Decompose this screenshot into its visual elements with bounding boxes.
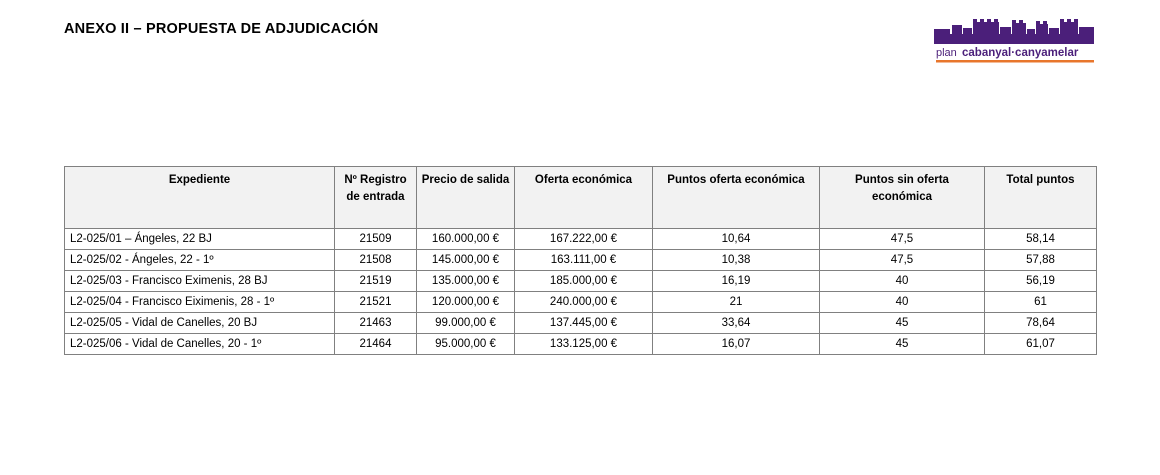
cell-puntos-oferta: 16,19 bbox=[653, 271, 820, 292]
cell-total-puntos: 78,64 bbox=[985, 313, 1097, 334]
cell-puntos-oferta: 33,64 bbox=[653, 313, 820, 334]
cell-registro: 21508 bbox=[335, 250, 417, 271]
cell-total-puntos: 61 bbox=[985, 292, 1097, 313]
cell-registro: 21519 bbox=[335, 271, 417, 292]
column-header-registro: Nº Registro de entrada bbox=[335, 167, 417, 229]
cell-precio: 135.000,00 € bbox=[417, 271, 515, 292]
cell-puntos-oferta: 21 bbox=[653, 292, 820, 313]
cell-oferta: 185.000,00 € bbox=[515, 271, 653, 292]
cell-oferta: 163.111,00 € bbox=[515, 250, 653, 271]
cell-puntos-sin-oferta: 47,5 bbox=[820, 229, 985, 250]
cell-oferta: 133.125,00 € bbox=[515, 334, 653, 355]
cell-expediente: L2-025/06 - Vidal de Canelles, 20 - 1º bbox=[65, 334, 335, 355]
table-row bbox=[65, 334, 1097, 355]
cell-oferta: 240.000,00 € bbox=[515, 292, 653, 313]
svg-text:plan: plan bbox=[936, 47, 957, 59]
column-header-oferta: Oferta económica bbox=[515, 167, 653, 229]
table-header-row bbox=[65, 167, 1097, 229]
table-row bbox=[65, 313, 1097, 334]
cell-expediente: L2-025/02 - Ángeles, 22 - 1º bbox=[65, 250, 335, 271]
plan-cabanyal-canyamelar-logo bbox=[928, 16, 1100, 64]
table-row bbox=[65, 292, 1097, 313]
table-row bbox=[65, 250, 1097, 271]
table-row bbox=[65, 229, 1097, 250]
cell-total-puntos: 56,19 bbox=[985, 271, 1097, 292]
award-proposal-table-wrapper bbox=[64, 166, 1096, 355]
cell-puntos-sin-oferta: 45 bbox=[820, 313, 985, 334]
column-header-puntos-oferta: Puntos oferta económica bbox=[653, 167, 820, 229]
cell-puntos-sin-oferta: 47,5 bbox=[820, 250, 985, 271]
cell-oferta: 167.222,00 € bbox=[515, 229, 653, 250]
document-header bbox=[64, 16, 1100, 66]
page-title: ANEXO II – PROPUESTA DE ADJUDICACIÓN bbox=[64, 21, 379, 37]
cell-puntos-sin-oferta: 45 bbox=[820, 334, 985, 355]
table-row bbox=[65, 271, 1097, 292]
cell-puntos-sin-oferta: 40 bbox=[820, 271, 985, 292]
cell-puntos-sin-oferta: 40 bbox=[820, 292, 985, 313]
cell-puntos-oferta: 16,07 bbox=[653, 334, 820, 355]
cell-registro: 21509 bbox=[335, 229, 417, 250]
column-header-precio: Precio de salida bbox=[417, 167, 515, 229]
cell-expediente: L2-025/01 – Ángeles, 22 BJ bbox=[65, 229, 335, 250]
award-proposal-table bbox=[64, 166, 1097, 355]
column-header-puntos-sin-oferta: Puntos sin oferta económica bbox=[820, 167, 985, 229]
cell-precio: 99.000,00 € bbox=[417, 313, 515, 334]
column-header-expediente: Expediente bbox=[65, 167, 335, 229]
cell-precio: 145.000,00 € bbox=[417, 250, 515, 271]
cell-registro: 21521 bbox=[335, 292, 417, 313]
column-header-total-puntos: Total puntos bbox=[985, 167, 1097, 229]
cell-oferta: 137.445,00 € bbox=[515, 313, 653, 334]
cell-precio: 95.000,00 € bbox=[417, 334, 515, 355]
cell-expediente: L2-025/03 - Francisco Eximenis, 28 BJ bbox=[65, 271, 335, 292]
cell-total-puntos: 61,07 bbox=[985, 334, 1097, 355]
cell-total-puntos: 57,88 bbox=[985, 250, 1097, 271]
cell-total-puntos: 58,14 bbox=[985, 229, 1097, 250]
cell-registro: 21464 bbox=[335, 334, 417, 355]
cell-expediente: L2-025/04 - Francisco Eiximenis, 28 - 1º bbox=[65, 292, 335, 313]
cell-expediente: L2-025/05 - Vidal de Canelles, 20 BJ bbox=[65, 313, 335, 334]
cell-registro: 21463 bbox=[335, 313, 417, 334]
svg-text:cabanyal·canyamelar: cabanyal·canyamelar bbox=[962, 47, 1079, 59]
cell-puntos-oferta: 10,38 bbox=[653, 250, 820, 271]
cell-puntos-oferta: 10,64 bbox=[653, 229, 820, 250]
cell-precio: 160.000,00 € bbox=[417, 229, 515, 250]
cell-precio: 120.000,00 € bbox=[417, 292, 515, 313]
